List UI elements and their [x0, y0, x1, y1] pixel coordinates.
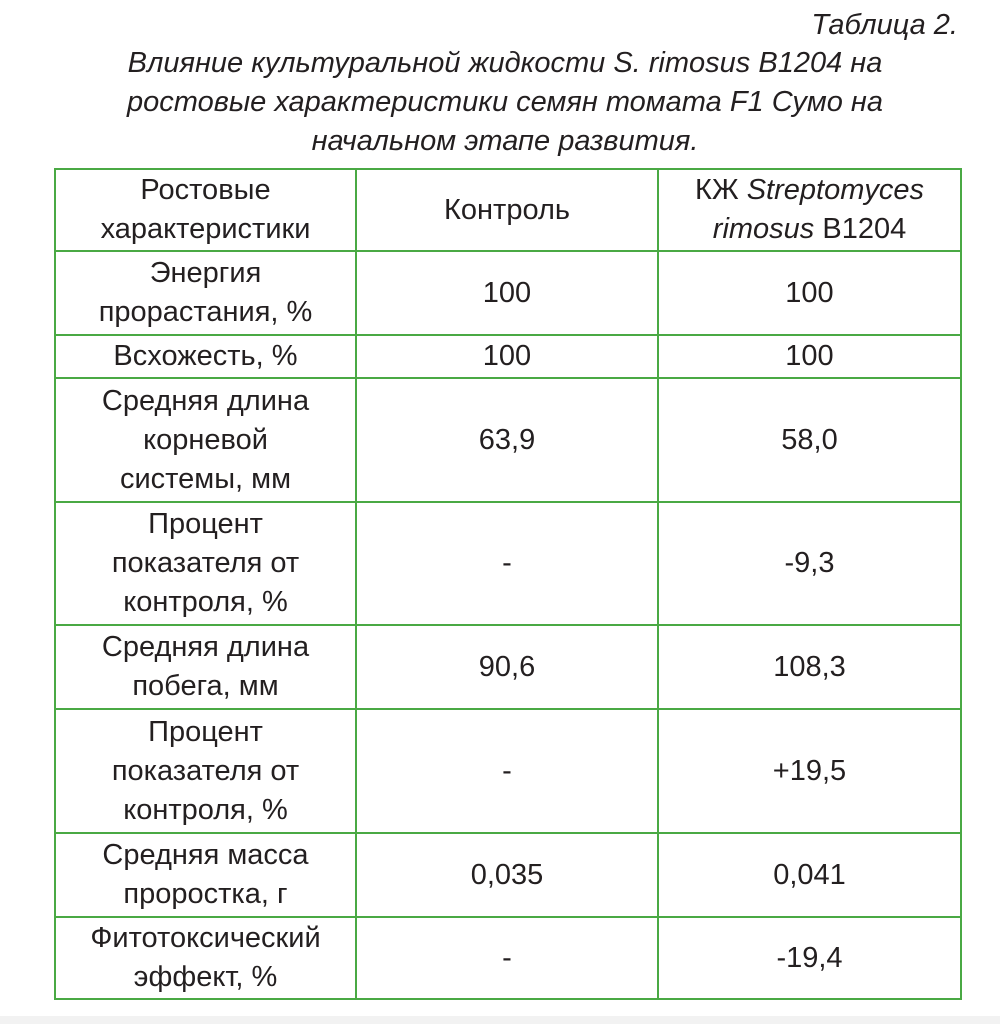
row-label: Фитотоксический эффект, % [55, 917, 356, 999]
row-label: Всхожесть, % [55, 335, 356, 378]
row-label: Процент показателя от контроля, % [55, 709, 356, 833]
table-row [55, 335, 961, 378]
header-treatment-prefix: КЖ [694, 174, 747, 206]
table-row [55, 378, 961, 502]
treatment-value: 0,041 [658, 833, 961, 917]
control-value: 63,9 [356, 378, 658, 502]
caption-line-3: начальном этапе развития. [311, 125, 699, 157]
table-caption [0, 44, 1000, 161]
treatment-value: -9,3 [658, 502, 961, 625]
caption-line-1-post: B1204 на [750, 47, 883, 79]
header-treatment-species: rimosus [712, 213, 815, 245]
table-header-row [55, 169, 961, 251]
treatment-value: 100 [658, 251, 961, 335]
table-row [55, 251, 961, 335]
control-value: 100 [356, 251, 658, 335]
growth-characteristics-table [54, 168, 962, 1000]
treatment-value: 108,3 [658, 625, 961, 709]
caption-line-1 [0, 44, 1000, 83]
row-label: Средняя длина побега, мм [55, 625, 356, 709]
table-row [55, 625, 961, 709]
caption-line-2: ростовые характеристики семян томата F1 Сумо на [126, 86, 883, 118]
control-value: 100 [356, 335, 658, 378]
row-label: Процент показателя от контроля, % [55, 502, 356, 625]
row-label: Средняя масса проростка, г [55, 833, 356, 917]
header-control: Контроль [356, 169, 658, 251]
control-value: - [356, 502, 658, 625]
header-treatment [658, 169, 961, 251]
table-row [55, 709, 961, 833]
treatment-value: 58,0 [658, 378, 961, 502]
treatment-value: +19,5 [658, 709, 961, 833]
table-row [55, 917, 961, 999]
caption-line-1-pre: Влияние культуральной жидкости [127, 47, 614, 79]
control-value: - [356, 917, 658, 999]
header-treatment-strain: B1204 [814, 213, 907, 245]
header-characteristics-line-1: Ростовые [140, 174, 271, 206]
control-value: 90,6 [356, 625, 658, 709]
table-row [55, 833, 961, 917]
header-characteristics [55, 169, 356, 251]
caption-species: S. rimosus [613, 47, 751, 79]
header-characteristics-line-2: характеристики [100, 213, 311, 245]
page-bottom-edge [0, 1016, 1000, 1024]
control-value: - [356, 709, 658, 833]
treatment-value: 100 [658, 335, 961, 378]
header-treatment-genus: Streptomyces [746, 174, 925, 206]
treatment-value: -19,4 [658, 917, 961, 999]
table-number: Таблица 2. [811, 9, 958, 41]
table-row [55, 502, 961, 625]
row-label: Энергия прорастания, % [55, 251, 356, 335]
control-value: 0,035 [356, 833, 658, 917]
row-label: Средняя длина корневой системы, мм [55, 378, 356, 502]
